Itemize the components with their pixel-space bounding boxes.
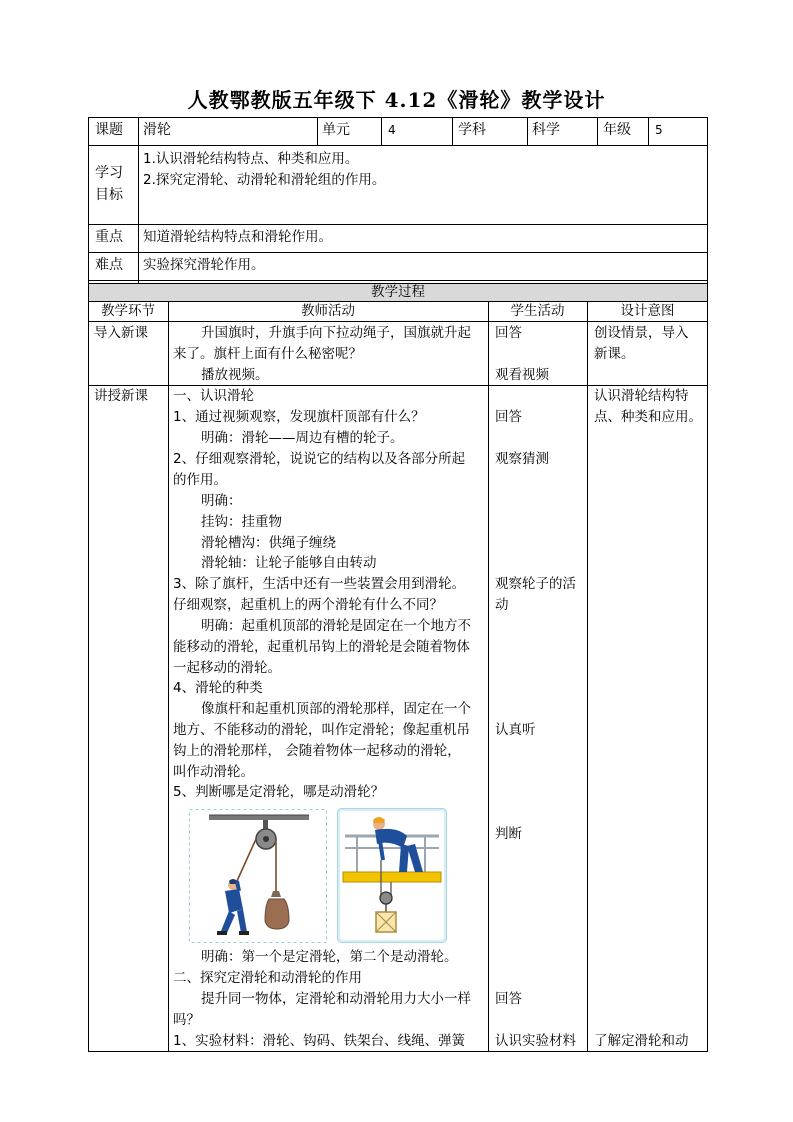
objectives-label-line2: 目标 xyxy=(95,187,123,203)
lecture-teacher-line: 滑轮轴：让轮子能够自由转动 xyxy=(201,555,377,571)
key-point-text: 知道滑轮结构特点和滑轮作用。 xyxy=(143,229,332,245)
unit-label: 单元 xyxy=(322,122,350,138)
intro-intent-line: 创设情景，导入 xyxy=(594,325,689,341)
lecture-teacher-line: 叫作动滑轮。 xyxy=(173,764,254,780)
lecture-teacher-line: 二、探究定滑轮和动滑轮的作用 xyxy=(173,970,362,986)
lecture-teacher-line: 3、除了旗杆，生活中还有一些装置会用到滑轮。 xyxy=(173,576,466,592)
lecture-student-line: 认真听 xyxy=(495,722,536,738)
intro-student-line: 回答 xyxy=(495,325,522,341)
subject-value: 科学 xyxy=(532,122,560,138)
lecture-teacher-line: 滑轮槽沟：供绳子缠绕 xyxy=(201,535,336,551)
intro-student-line: 观看视频 xyxy=(495,367,549,383)
lecture-teacher-line: 一起移动的滑轮。 xyxy=(173,660,281,676)
course-label: 课题 xyxy=(95,122,123,138)
lecture-teacher-line: 明确：起重机顶部的滑轮是固定在一个地方不 xyxy=(201,618,471,634)
objective-item: 2.探究定滑轮、动滑轮和滑轮组的作用。 xyxy=(143,172,386,188)
key-point-label: 重点 xyxy=(95,229,123,245)
lecture-teacher-line: 4、滑轮的种类 xyxy=(173,680,263,696)
lecture-teacher-line: 5、判断哪是定滑轮，哪是动滑轮？ xyxy=(173,784,385,800)
lecture-teacher-line: 提升同一物体，定滑轮和动滑轮用力大小一样 xyxy=(201,991,471,1007)
lecture-student-line: 观察猜测 xyxy=(495,451,549,467)
lecture-teacher-line: 1、通过视频观察，发现旗杆顶部有什么？ xyxy=(173,409,425,425)
grade-label: 年级 xyxy=(603,122,631,138)
lecture-student-line: 回答 xyxy=(495,991,522,1007)
lecture-teacher-line: 2、仔细观察滑轮，说说它的结构以及各部分所起 xyxy=(173,451,466,467)
lecture-teacher-line: 明确：第一个是定滑轮，第二个是动滑轮。 xyxy=(201,949,458,965)
lecture-teacher-line: 像旗杆和起重机顶部的滑轮那样，固定在一个 xyxy=(201,701,471,717)
lecture-stage: 讲授新课 xyxy=(94,388,148,404)
movable-pulley-illustration xyxy=(337,808,447,943)
intro-teacher-line: 播放视频。 xyxy=(201,367,269,383)
lecture-student-line: 回答 xyxy=(495,409,522,425)
lecture-intent-line: 了解定滑轮和动 xyxy=(594,1033,689,1049)
document-title: 人教鄂教版五年级下 4.12《滑轮》教学设计 xyxy=(187,88,606,112)
intro-stage: 导入新课 xyxy=(94,325,148,341)
lecture-intent-line: 认识滑轮结构特 xyxy=(594,388,689,404)
lecture-teacher-line: 仔细观察，起重机上的两个滑轮有什么不同？ xyxy=(173,597,443,613)
header-teacher: 教师活动 xyxy=(301,303,355,319)
lecture-student-line: 判断 xyxy=(495,826,522,842)
objectives-label-line1: 学习 xyxy=(95,165,123,181)
subject-label: 学科 xyxy=(458,122,486,138)
fixed-pulley-illustration xyxy=(189,809,327,943)
difficulty-label: 难点 xyxy=(95,257,123,273)
lecture-teacher-line: 能移动的滑轮，起重机吊钩上的滑轮是会随着物体 xyxy=(173,639,470,655)
lecture-teacher-line: 一、认识滑轮 xyxy=(173,388,254,404)
objective-item: 1.认识滑轮结构特点、种类和应用。 xyxy=(143,151,359,167)
lecture-student-line: 动 xyxy=(495,597,509,613)
lecture-teacher-line: 1、实验材料：滑轮、钩码、铁架台、线绳、弹簧 xyxy=(173,1033,466,1049)
lecture-teacher-line: 的作用。 xyxy=(173,472,227,488)
header-student: 学生活动 xyxy=(510,303,565,319)
lecture-teacher-line: 挂钩：挂重物 xyxy=(201,514,282,530)
lecture-teacher-line: 吗？ xyxy=(173,1012,200,1028)
lecture-teacher-line: 明确：滑轮——周边有槽的轮子。 xyxy=(201,430,404,446)
intro-intent-line: 新课。 xyxy=(594,346,635,362)
lecture-teacher-line: 钩上的滑轮那样， 会随着物体一起移动的滑轮， xyxy=(173,743,461,759)
intro-teacher-line: 来了。旗杆上面有什么秘密呢？ xyxy=(173,346,362,362)
course-value: 滑轮 xyxy=(143,122,171,138)
header-intent: 设计意图 xyxy=(620,303,675,319)
process-title: 教学过程 xyxy=(371,284,425,300)
lecture-teacher-line: 地方、不能移动的滑轮，叫作定滑轮；像起重机吊 xyxy=(173,722,470,738)
lecture-intent-line: 点、种类和应用。 xyxy=(594,409,702,425)
lecture-student-line: 认识实验材料 xyxy=(495,1033,576,1049)
difficulty-text: 实验探究滑轮作用。 xyxy=(143,257,265,273)
lecture-teacher-line: 明确： xyxy=(201,493,242,509)
intro-teacher-line: 升国旗时，升旗手向下拉动绳子，国旗就升起 xyxy=(201,325,471,341)
lecture-student-line: 观察轮子的活 xyxy=(495,576,576,592)
unit-value: 4 xyxy=(388,123,396,137)
header-stage: 教学环节 xyxy=(101,303,155,319)
grade-value: 5 xyxy=(655,123,663,137)
